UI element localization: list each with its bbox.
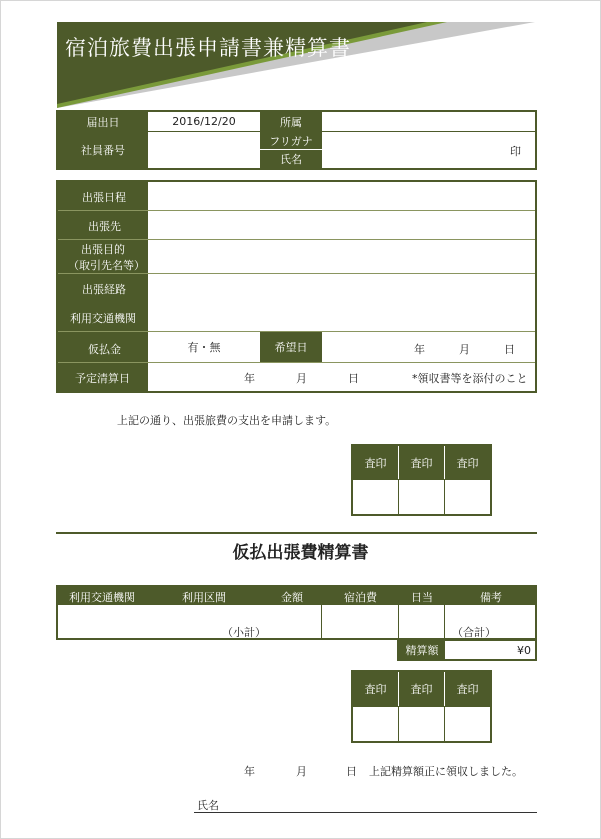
settle-date-label: 予定清算日 — [75, 372, 130, 385]
schedule-label: 出張日程 — [82, 191, 126, 204]
col-section: 利用区間 — [182, 591, 226, 604]
approval-label: 査印 — [399, 672, 444, 706]
settle-amount-label: 精算額 — [399, 641, 445, 659]
name-field[interactable] — [322, 132, 535, 168]
dept-field[interactable] — [322, 112, 535, 131]
emp-no-field[interactable] — [148, 132, 260, 168]
date-value[interactable]: 2016/12/20 — [148, 112, 260, 131]
col-transport: 利用交通機関 — [69, 591, 135, 604]
schedule-field[interactable] — [148, 182, 535, 210]
settle-month: 月 — [296, 372, 307, 385]
col-remarks: 備考 — [480, 591, 502, 604]
settle-year: 年 — [244, 372, 255, 385]
subtotal-label: （小計） — [222, 626, 266, 639]
section-divider — [56, 532, 537, 534]
route-field[interactable] — [148, 274, 535, 331]
col-lodging: 宿泊費 — [344, 591, 377, 604]
advance-label: 仮払金 — [88, 343, 121, 356]
col-amount: 金額 — [281, 591, 303, 604]
route-label: 出張経路 — [82, 283, 126, 296]
advance-value[interactable]: 有・無 — [148, 332, 260, 362]
request-text: 上記の通り、出張旅費の支出を申請します。 — [117, 414, 337, 427]
transport-label: 利用交通機関 — [70, 312, 136, 325]
approval-label: 査印 — [445, 672, 490, 706]
settle-day: 日 — [348, 372, 359, 385]
col-allowance: 日当 — [411, 591, 433, 604]
desired-year: 年 — [414, 343, 425, 356]
page-title: 宿泊旅費出張申請書兼精算書 — [65, 36, 351, 60]
furigana-label: フリガナ — [260, 132, 322, 149]
receipt-note: *領収書等を添付のこと — [412, 372, 528, 385]
name-label: 氏名 — [260, 150, 322, 168]
receipt-text: 上記精算額正に領収しました。 — [369, 765, 523, 778]
total-label: （合計） — [452, 626, 496, 639]
destination-label: 出張先 — [88, 220, 121, 233]
receipt-month: 月 — [296, 765, 307, 778]
settle-amount-value[interactable]: ¥0 — [445, 641, 535, 659]
approval-label: 査印 — [353, 672, 398, 706]
date-label: 届出日 — [58, 112, 148, 131]
desired-month: 月 — [459, 343, 470, 356]
signature-line[interactable] — [194, 812, 537, 813]
approval-label: 査印 — [353, 446, 398, 479]
desired-day: 日 — [504, 343, 515, 356]
approval-label: 査印 — [399, 446, 444, 479]
receipt-year: 年 — [244, 765, 255, 778]
desired-date-label: 希望日 — [260, 332, 322, 362]
dept-label: 所属 — [260, 112, 322, 131]
purpose-sub-label: （取引先名等） — [68, 259, 145, 272]
approval-label: 査印 — [445, 446, 490, 479]
settlement-row-main[interactable] — [58, 605, 321, 638]
purpose-field[interactable] — [148, 240, 535, 273]
seal-mark: 印 — [510, 145, 521, 158]
receipt-day: 日 — [346, 765, 357, 778]
emp-no-label: 社員番号 — [58, 132, 148, 168]
destination-field[interactable] — [148, 211, 535, 239]
purpose-label: 出張目的 — [81, 243, 125, 256]
receipt-name-label: 氏名 — [197, 799, 219, 812]
settlement-title: 仮払出張費精算書 — [232, 543, 369, 563]
